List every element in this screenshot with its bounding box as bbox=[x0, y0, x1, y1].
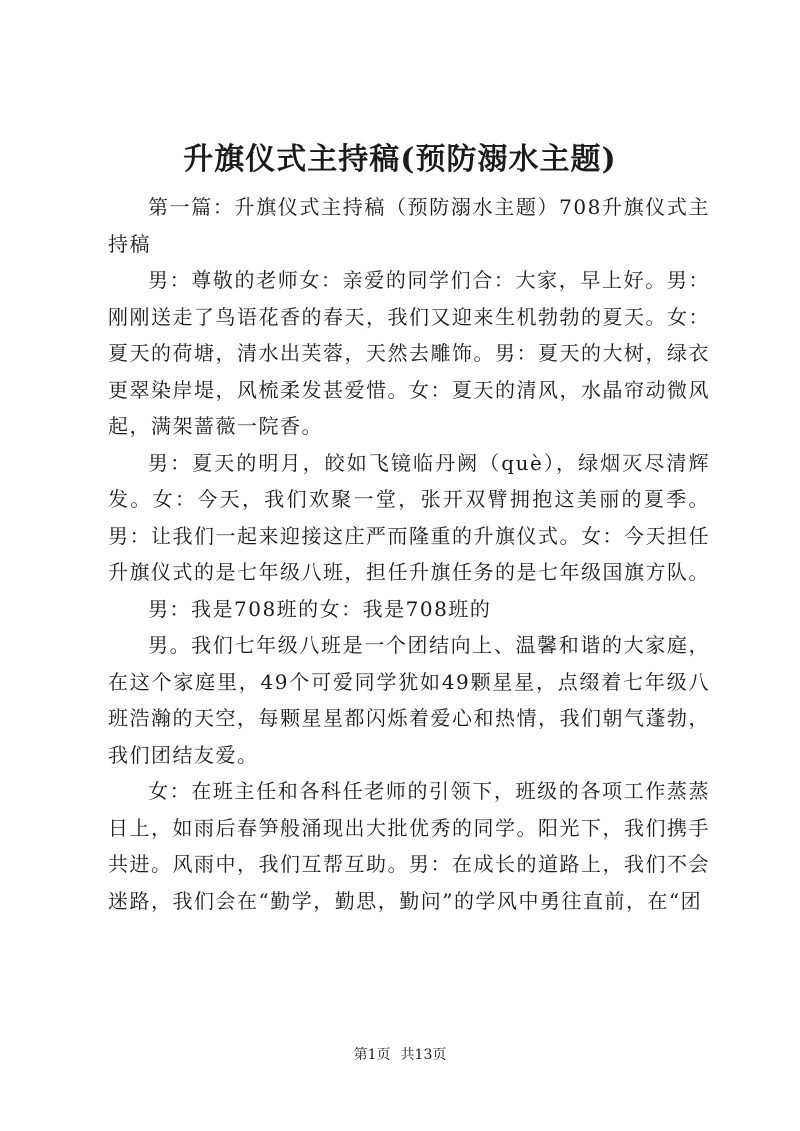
paragraph: 男。我们七年级八班是一个团结向上、温馨和谐的大家庭，在这个家庭里，49个可爱同学犹如49颗星星，点缀着七年级八班浩瀚的天空，每颗星星都闪烁着爱心和热情，我们朝气蓬勃，我们团结友爱。 bbox=[108, 633, 710, 767]
page-number: 第1页 bbox=[353, 1047, 391, 1063]
paragraph: 男：我是708班的女：我是708班的 bbox=[148, 596, 492, 621]
page-total: 共13页 bbox=[400, 1047, 447, 1063]
paragraph: 女：在班主任和各科任老师的引领下，班级的各项工作蒸蒸日上，如雨后春笋般涌现出大批优秀的同学。阳光下，我们携手共进。风雨中，我们互帮互助。男：在成长的道路上，我们不会迷路，我们会在“勤学，勤思，勤问”的学风中勇往直前，在“团 bbox=[108, 779, 710, 913]
paragraph: 男：尊敬的老师女：亲爱的同学们合：大家，早上好。男：刚刚送走了鸟语花香的春天，我们又迎来生机勃勃的夏天。女：夏天的荷塘，清水出芙蓉，天然去雕饰。男：夏天的大树，绿衣更翠染岸堤，风梳柔发甚爱惜。女：夏天的清风，水晶帘动微风起，满架蔷薇一院香。 bbox=[108, 268, 710, 438]
page-footer bbox=[0, 1045, 800, 1065]
document-title: 升旗仪式主持稿(预防溺水主题) bbox=[183, 142, 617, 177]
paragraph: 男：夏天的明月，皎如飞镜临丹阙（què），绿烟灭尽清辉发。女：今天，我们欢聚一堂，张开双臂拥抱这美丽的夏季。男：让我们一起来迎接这庄严而隆重的升旗仪式。女：今天担任升旗仪式的是七年级八班，担任升旗任务的是七年级国旗方队。 bbox=[108, 450, 710, 584]
document-body bbox=[108, 189, 710, 919]
paragraph: 第一篇：升旗仪式主持稿（预防溺水主题）708升旗仪式主持稿 bbox=[108, 195, 710, 256]
